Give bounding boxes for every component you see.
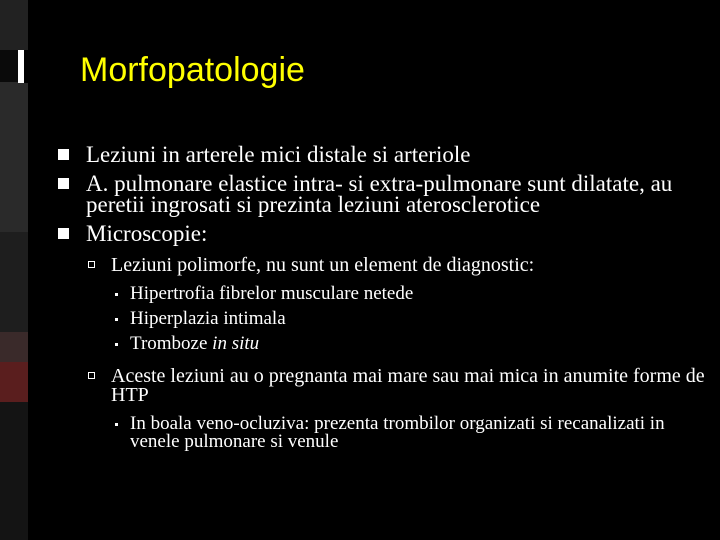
- dot-bullet-icon: [115, 423, 118, 426]
- dot-bullet-icon: [115, 343, 118, 346]
- band-strip: [0, 232, 28, 332]
- title-marker-inner: [24, 50, 28, 83]
- italic-text: in situ: [212, 333, 260, 354]
- band-strip: [0, 0, 28, 50]
- dot-bullet-icon: [115, 293, 118, 296]
- band-strip: [0, 402, 28, 540]
- band-strip: [0, 82, 28, 232]
- sub-sub-bullet-item: [111, 335, 708, 353]
- square-bullet-icon: [58, 178, 69, 189]
- slide-title: Morfopatologie: [80, 51, 305, 89]
- sub-bullet-item: [88, 367, 708, 405]
- sub-bullet-item: [88, 256, 708, 275]
- sub-sub-bullet-text: Hiperplazia intimala: [130, 308, 286, 329]
- bullet-text: A. pulmonare elastice intra- si extra-pulmonare sunt dilatate, au peretii ingrosati si prezinta leziuni aterosclerotice: [86, 171, 673, 217]
- bullet-item: [58, 173, 708, 215]
- band-strip: [0, 362, 28, 402]
- bullet-text: Microscopie:: [86, 221, 208, 246]
- dot-bullet-icon: [115, 318, 118, 321]
- sub-sub-bullet-text: Tromboze: [130, 333, 213, 354]
- band-strip: [0, 332, 28, 362]
- bullet-item: [58, 223, 708, 244]
- sub-sub-bullet-text: In boala veno-ocluziva: prezenta trombilor organizati si recanalizati in venele pulmonare si venule: [130, 413, 665, 452]
- slide-content: [58, 144, 708, 451]
- sub-sub-bullet-text: Hipertrofia fibrelor musculare netede: [130, 283, 414, 304]
- bullet-item: [58, 144, 708, 165]
- hollow-square-bullet-icon: [88, 261, 95, 268]
- square-bullet-icon: [58, 228, 69, 239]
- sub-sub-bullet-item: [111, 310, 708, 328]
- hollow-square-bullet-icon: [88, 372, 95, 379]
- sub-bullet-text: Aceste leziuni au o pregnanta mai mare sau mai mica in anumite forme de HTP: [111, 365, 705, 406]
- sub-sub-bullet-item: [111, 415, 708, 451]
- bullet-text: Leziuni in arterele mici distale si arteriole: [86, 142, 471, 167]
- sub-sub-bullet-item: [111, 285, 708, 303]
- sub-bullet-text: Leziuni polimorfe, nu sunt un element de diagnostic:: [111, 254, 535, 276]
- square-bullet-icon: [58, 149, 69, 160]
